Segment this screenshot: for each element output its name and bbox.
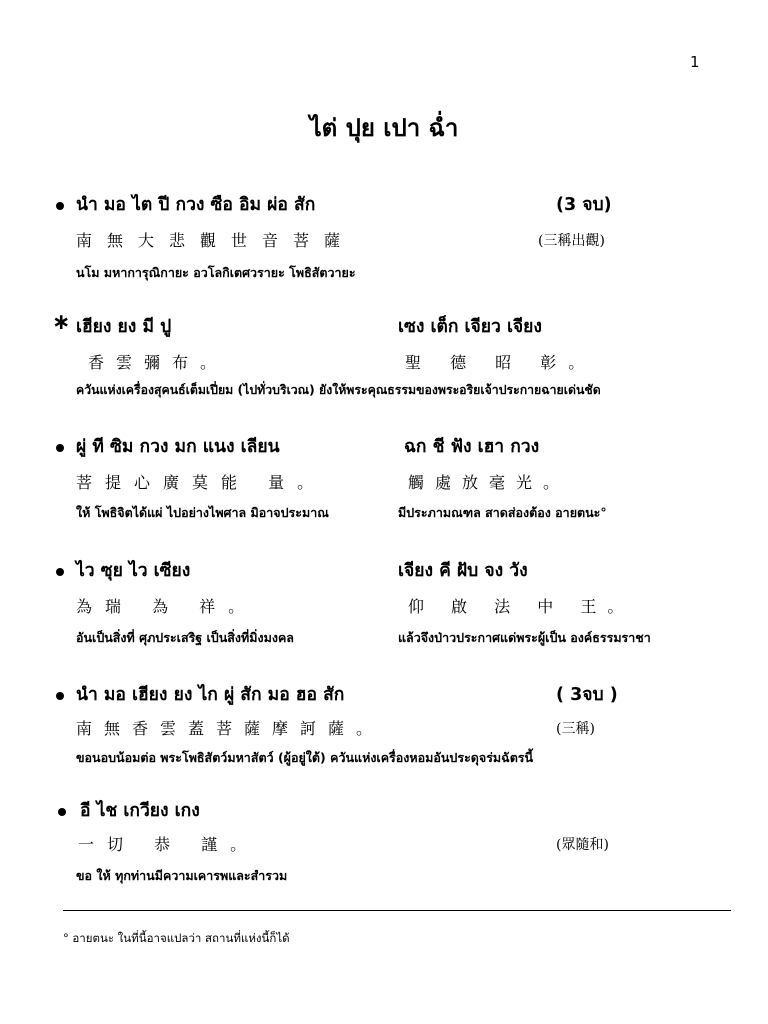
chinese-left: 一切 恭 謹。 bbox=[78, 835, 260, 854]
translation-left: ขอ ให้ ทุกท่านมีความเคารพและสำรวม bbox=[76, 868, 288, 883]
phonetic-left: เฮียง ยง มี ปู bbox=[76, 317, 172, 337]
phonetic-right: เจียง คี ฝับ จง วัง bbox=[398, 561, 528, 581]
footnote: ° อายตนะ ในที่นี้อาจแปลว่า สถานที่แห่งนี้ก็ได้ bbox=[63, 931, 290, 945]
chinese-left: 菩提心廣莫能 量。 bbox=[76, 473, 327, 492]
phonetic-left: อี ไช เกวียง เกง bbox=[80, 801, 200, 821]
chinese-left: 南無大悲觀世音菩薩 bbox=[76, 231, 356, 250]
footnote-divider bbox=[63, 910, 731, 911]
translation-right: มีประภามณฑล สาดส่องต้อง อายตนะ° bbox=[398, 505, 607, 520]
page-number: 1 bbox=[690, 53, 700, 71]
chinese-right: 仰 啟 法 中 王。 bbox=[408, 597, 635, 616]
count-label: ( 3จบ ) bbox=[556, 685, 618, 705]
phonetic-left: ผู่ ที ซิม กวง มก แนง เลียน bbox=[76, 437, 280, 457]
count-label: (3 จบ) bbox=[556, 195, 612, 215]
page-title: ไต่ ปุย เปา ฉ่ำ bbox=[309, 114, 459, 142]
translation-left: นโม มหาการุณิกายะ อวโลกิเตศวรายะ โพธิสัตวายะ bbox=[76, 265, 356, 280]
chinese-left: 南無香雲蓋菩薩摩訶薩。 bbox=[76, 719, 385, 738]
chinese-note: (三稱出觀) bbox=[538, 233, 605, 249]
chinese-left: 香雲彌布。 bbox=[88, 353, 229, 372]
phonetic-left: นำ มอ เฮียง ยง ไก ผู่ สัก มอ ฮอ สัก bbox=[76, 685, 345, 705]
asterisk-icon: ∗ bbox=[52, 310, 71, 335]
translation-left: ควันแห่งเครื่องสุคนธ์เต็มเปี่ยม (ไปทั่วบริเวณ) ยังให้พระคุณธรรมของพระอริยเจ้าประกายฉายเด่นชัด bbox=[76, 383, 601, 397]
phonetic-right: เซง เต็ก เจียว เจียง bbox=[398, 317, 542, 337]
chinese-left: 為瑞 為 祥。 bbox=[76, 597, 258, 616]
phonetic-left: ไว ซุย ไว เซียง bbox=[76, 561, 191, 581]
chinese-note: (眾隨和) bbox=[556, 837, 609, 853]
translation-left: ขอนอบน้อมต่อ พระโพธิสัตว์มหาสัตว์ (ผู้อยู่ใต้) ควันแห่งเครื่องหอมอันประดุจร่มฉัตรนี้ bbox=[76, 750, 534, 765]
chinese-right: 聖 德 昭 彰。 bbox=[405, 353, 597, 372]
chinese-right: 觸處放毫光。 bbox=[408, 473, 571, 492]
translation-right: แล้วจึงป่าวประกาศแด่พระผู้เป็น องค์ธรรมราชา bbox=[398, 630, 651, 645]
translation-left: อันเป็นสิ่งที่ ศุภประเสริฐ เป็นสิ่งที่มิ่งมงคล bbox=[76, 630, 294, 645]
chinese-note: (三稱) bbox=[556, 721, 595, 737]
translation-left: ให้ โพธิจิตได้แผ่ ไปอย่างไพศาล มิอาจประมาณ bbox=[76, 505, 329, 520]
phonetic-left: นำ มอ ไต ปี กวง ซือ อิม ผ่อ สัก bbox=[76, 195, 316, 215]
phonetic-right: ฉก ชี ฟัง เฮา กวง bbox=[404, 437, 540, 457]
